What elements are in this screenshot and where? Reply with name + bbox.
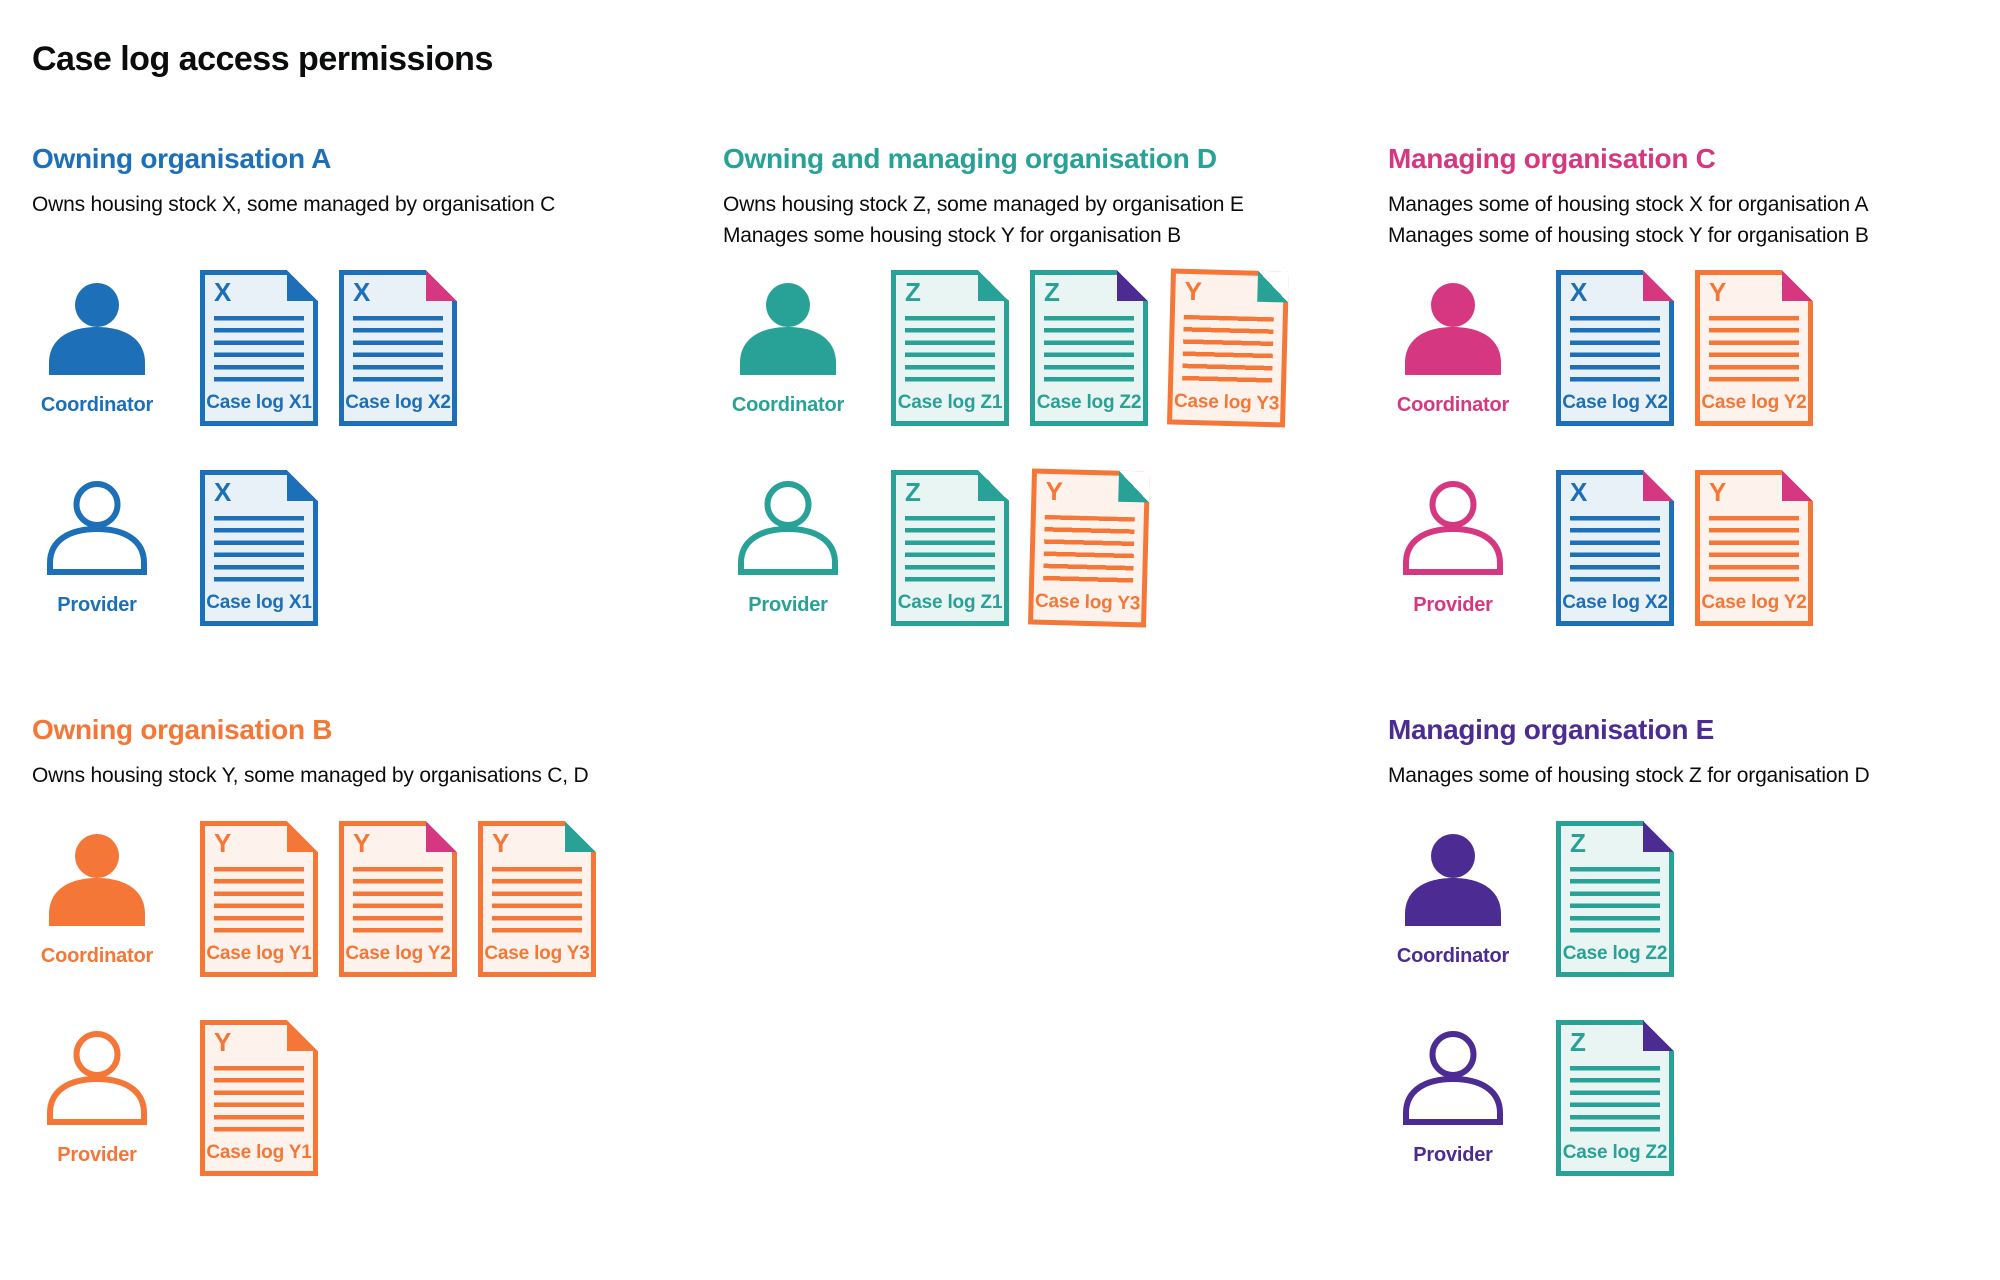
folded-corner-icon: [287, 470, 318, 501]
section-heading: Managing organisation C: [1388, 143, 1716, 174]
doc-stock-letter: X: [214, 277, 232, 307]
doc-stock-letter: X: [1570, 477, 1588, 507]
case-log-document: [200, 1020, 318, 1176]
section-managing-organisation-c: [1388, 143, 2000, 616]
description-line: Owns housing stock Y, some managed by organisations C, D: [32, 764, 589, 787]
case-log-document: [1556, 821, 1674, 977]
doc-label: Case log Z2: [1562, 943, 1668, 964]
folded-corner-icon: [1643, 821, 1674, 852]
role-label: Provider: [57, 594, 137, 616]
description-line: Manages some of housing stock Y for organisation B: [1388, 224, 1869, 247]
provider-figure: [32, 470, 162, 617]
folded-corner-icon: [287, 270, 318, 301]
provider-figure: [1388, 1020, 1518, 1167]
folded-corner-icon: [1643, 470, 1674, 501]
doc-stock-letter: X: [1570, 277, 1588, 307]
doc-text-lines: [1044, 316, 1134, 382]
role-label: Provider: [57, 1144, 137, 1166]
role-label: Provider: [748, 594, 828, 616]
provider-icon: [45, 1028, 149, 1128]
doc-label: Case log Y2: [1701, 592, 1807, 613]
folded-corner-icon: [978, 270, 1009, 301]
doc-label: Case log Z1: [897, 392, 1003, 413]
coordinator-figure: [1388, 821, 1518, 968]
doc-stock-letter: Y: [214, 1027, 232, 1057]
doc-stock-letter: Y: [214, 828, 232, 858]
description-line: Manages some of housing stock Z for organisation D: [1388, 764, 1870, 787]
case-log-document: [1695, 270, 1813, 426]
doc-stock-letter: Y: [1045, 475, 1064, 507]
role-label: Coordinator: [731, 394, 845, 416]
description-line: Owns housing stock Z, some managed by organisation E: [723, 193, 1244, 216]
section-description: [1388, 189, 1869, 251]
doc-text-lines: [1570, 516, 1660, 582]
doc-stock-letter: Y: [1184, 275, 1203, 307]
section-owning-organisation-a: [32, 143, 672, 616]
case-log-document: [891, 270, 1009, 426]
provider-figure: [723, 470, 853, 617]
case-log-document: [1695, 470, 1813, 626]
case-log-document: [1556, 470, 1674, 626]
role-label: Coordinator: [40, 394, 154, 416]
provider-icon: [1401, 478, 1505, 578]
doc-stock-letter: Z: [1570, 1027, 1586, 1057]
doc-text-lines: [905, 316, 995, 382]
folded-corner-icon: [287, 821, 318, 852]
doc-label: Case log X1: [206, 592, 312, 613]
doc-text-lines: [1709, 316, 1799, 382]
provider-row: [32, 1020, 318, 1176]
folded-corner-icon: [978, 470, 1009, 501]
coordinator-figure: [32, 821, 162, 968]
doc-label: Case log Y3: [1173, 390, 1280, 415]
provider-icon: [736, 478, 840, 578]
doc-stock-letter: Y: [353, 828, 371, 858]
coordinator-icon: [1401, 829, 1505, 929]
coordinator-row: [1388, 270, 1813, 426]
doc-stock-letter: Y: [492, 828, 510, 858]
role-label: Provider: [1413, 594, 1493, 616]
provider-figure: [1388, 470, 1518, 617]
coordinator-row: [32, 821, 596, 977]
section-description: [32, 760, 589, 791]
doc-label: Case log X1: [206, 392, 312, 413]
section-description: [723, 189, 1244, 251]
section-description: [1388, 760, 1869, 791]
doc-stock-letter: Z: [905, 277, 921, 307]
page-title: Case log access permissions: [32, 40, 493, 78]
folded-corner-icon: [1118, 471, 1150, 503]
case-log-document: [200, 470, 318, 626]
folded-corner-icon: [287, 1020, 318, 1051]
coordinator-figure: [1388, 270, 1518, 417]
section-description: [32, 189, 555, 220]
section-heading: Owning organisation B: [32, 714, 333, 745]
doc-text-lines: [1709, 516, 1799, 582]
case-log-document: [1556, 270, 1674, 426]
folded-corner-icon: [426, 821, 457, 852]
section-owning-and-managing-organisation-d: [723, 143, 1363, 616]
doc-label: Case log Z1: [897, 592, 1003, 613]
coordinator-icon: [1401, 278, 1505, 378]
doc-label: Case log Y1: [206, 943, 312, 964]
doc-stock-letter: Y: [1709, 477, 1727, 507]
section-managing-organisation-e: [1388, 714, 2000, 1166]
doc-label: Case log Y3: [1034, 590, 1141, 615]
provider-row: [1388, 1020, 1674, 1176]
doc-label: Case log X2: [345, 392, 451, 413]
doc-text-lines: [214, 516, 304, 582]
coordinator-figure: [32, 270, 162, 417]
case-log-document: [339, 821, 457, 977]
description-line: Manages some housing stock Y for organisation B: [723, 224, 1181, 247]
doc-label: Case log Y1: [206, 1142, 312, 1163]
folded-corner-icon: [1643, 1020, 1674, 1051]
provider-row: [723, 470, 1148, 626]
doc-stock-letter: Z: [905, 477, 921, 507]
case-log-document: [200, 270, 318, 426]
doc-text-lines: [1043, 515, 1135, 583]
coordinator-figure: [723, 270, 853, 417]
folded-corner-icon: [1117, 270, 1148, 301]
description-line: Manages some of housing stock X for organisation A: [1388, 193, 1869, 216]
doc-stock-letter: Y: [1709, 277, 1727, 307]
coordinator-icon: [45, 278, 149, 378]
description-line: Owns housing stock X, some managed by organisation C: [32, 193, 556, 216]
doc-label: Case log Y2: [1701, 392, 1807, 413]
doc-text-lines: [353, 867, 443, 933]
case-log-document: [1028, 468, 1150, 627]
doc-text-lines: [492, 867, 582, 933]
section-heading: Owning organisation A: [32, 143, 332, 174]
doc-label: Case log Y3: [484, 943, 590, 964]
doc-label: Case log X2: [1562, 392, 1668, 413]
coordinator-row: [1388, 821, 1674, 977]
doc-stock-letter: X: [214, 477, 232, 507]
doc-label: Case log X2: [1562, 592, 1668, 613]
folded-corner-icon: [1257, 271, 1289, 303]
doc-stock-letter: X: [353, 277, 371, 307]
doc-text-lines: [1570, 1066, 1660, 1132]
case-log-document: [1167, 268, 1289, 427]
role-label: Coordinator: [1396, 394, 1510, 416]
section-owning-organisation-b: [32, 714, 672, 1166]
doc-text-lines: [214, 1066, 304, 1132]
provider-row: [1388, 470, 1813, 626]
doc-text-lines: [1570, 316, 1660, 382]
doc-text-lines: [1570, 867, 1660, 933]
case-log-document: [478, 821, 596, 977]
role-label: Provider: [1413, 1144, 1493, 1166]
coordinator-icon: [45, 829, 149, 929]
role-label: Coordinator: [1396, 945, 1510, 967]
doc-label: Case log Z2: [1562, 1142, 1668, 1163]
case-log-document: [891, 470, 1009, 626]
doc-text-lines: [214, 867, 304, 933]
section-heading: Managing organisation E: [1388, 714, 1715, 745]
folded-corner-icon: [426, 270, 457, 301]
coordinator-row: [32, 270, 457, 426]
case-log-document: [200, 821, 318, 977]
doc-label: Case log Y2: [345, 943, 451, 964]
coordinator-icon: [736, 278, 840, 378]
provider-row: [32, 470, 318, 626]
folded-corner-icon: [565, 821, 596, 852]
case-log-document: [1030, 270, 1148, 426]
folded-corner-icon: [1782, 270, 1813, 301]
doc-text-lines: [353, 316, 443, 382]
case-log-document: [339, 270, 457, 426]
folded-corner-icon: [1782, 470, 1813, 501]
provider-icon: [1401, 1028, 1505, 1128]
doc-text-lines: [1182, 315, 1274, 383]
section-heading: Owning and managing organisation D: [723, 143, 1217, 174]
doc-label: Case log Z2: [1036, 392, 1142, 413]
doc-stock-letter: Z: [1570, 828, 1586, 858]
provider-icon: [45, 478, 149, 578]
doc-stock-letter: Z: [1044, 277, 1060, 307]
folded-corner-icon: [1643, 270, 1674, 301]
role-label: Coordinator: [40, 945, 154, 967]
coordinator-row: [723, 270, 1287, 426]
provider-figure: [32, 1020, 162, 1167]
case-log-document: [1556, 1020, 1674, 1176]
doc-text-lines: [905, 516, 995, 582]
doc-text-lines: [214, 316, 304, 382]
